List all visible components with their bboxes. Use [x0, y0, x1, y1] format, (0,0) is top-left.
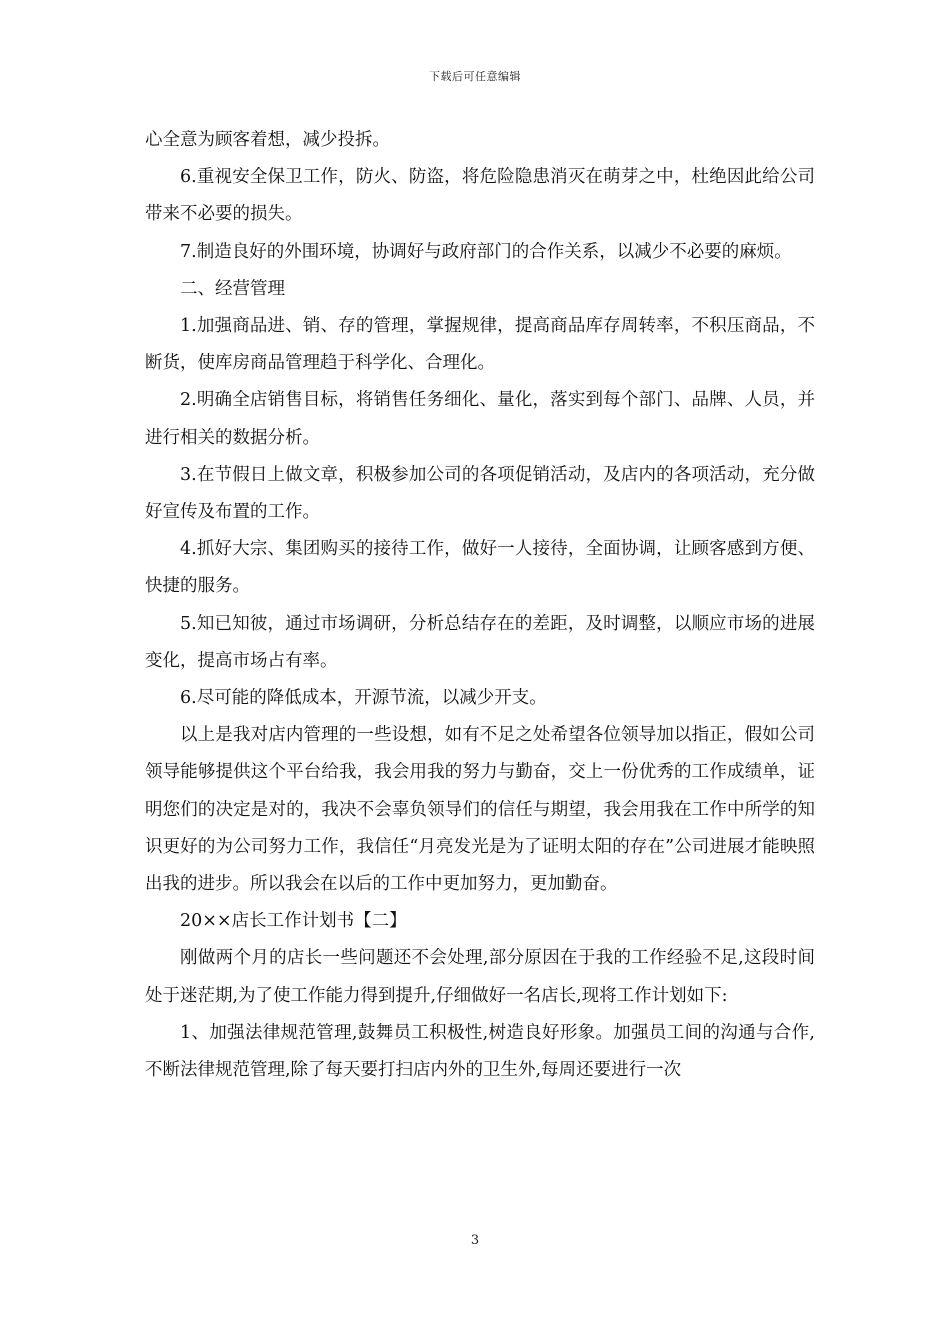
paragraph: 心全意为顾客着想，减少投拆。: [145, 130, 390, 150]
section-heading: 二、经营管理: [180, 278, 285, 299]
paragraph: 6.重视安全保卫工作，防火、防盗，将危险隐患消灭在萌芽之中，杜绝因此给公司带来不必要的损失。: [145, 167, 815, 225]
page-number: 3: [470, 1233, 480, 1248]
section-heading: 20××店长工作计划书【二】: [180, 911, 407, 932]
page-header: 下载后可任意编辑: [429, 70, 521, 83]
paragraph: 刚做两个月的店长一些问题还不会处理,部分原因在于我的工作经验不足,这段时间处于迷茫期,为了使工作能力得到提升,仔细做好一名店长,现将工作计划如下:: [145, 948, 815, 1006]
paragraph: 以上是我对店内管理的一些设想，如有不足之处希望各位领导加以指正，假如公司领导能够提供这个平台给我，我会用我的努力与勤奋，交上一份优秀的工作成绩单，证明您们的决定是对的，我决不会辜负领导们的信任与期望，我会用我在工作中所学的知识更好的为公司努力工作，我信任“月亮发光是为了证明太阳的存在”公司进展才能映照出我的进步。所以我会在以后的工作中更加努力，更加勤奋。: [145, 725, 815, 895]
paragraph: 2.明确全店销售目标，将销售任务细化、量化，落实到每个部门、品牌、人员，并进行相关的数据分析。: [145, 390, 815, 448]
paragraph: 5.知已知彼，通过市场调研，分析总结存在的差距，及时调整，以顺应市场的进展变化，提高市场占有率。: [145, 613, 815, 671]
paragraph: 7.制造良好的外围环境，协调好与政府部门的合作关系，以减少不必要的麻烦。: [180, 241, 792, 262]
paragraph: 1、加强法律规范管理,鼓舞员工积极性,树造良好形象。加强员工间的沟通与合作,不断法律规范管理,除了每天要打扫店内外的卫生外,每周还要进行一次: [145, 1022, 815, 1081]
paragraph: 1.加强商品进、销、存的管理，掌握规律，提高商品库存周转率，不积压商品，不断货，使库房商品管理趋于科学化、合理化。: [145, 316, 815, 374]
paragraph: 6.尽可能的降低成本，开源节流，以减少开支。: [180, 688, 547, 709]
paragraph: 4.抓好大宗、集团购买的接待工作，做好一人接待，全面协调，让顾客感到方便、快捷的服务。: [145, 539, 815, 597]
paragraph: 3.在节假日上做文章，积极参加公司的各项促销活动，及店内的各项活动，充分做好宣传及布置的工作。: [145, 464, 815, 523]
document-body: [145, 122, 815, 1089]
